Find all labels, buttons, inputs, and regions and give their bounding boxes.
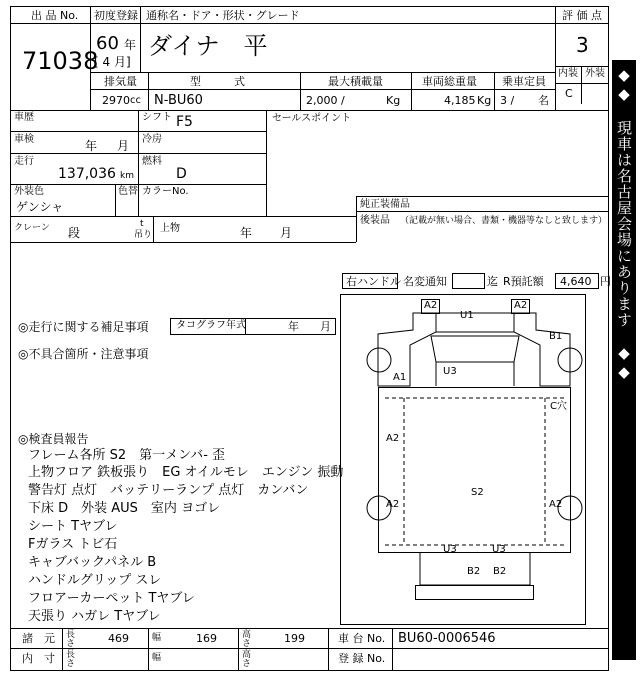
gross-weight-value: 4,185: [444, 94, 476, 107]
mark-c-hole: C穴: [550, 401, 567, 412]
color-swap-label: 色替: [118, 186, 138, 197]
shaken-label: 車検: [14, 134, 34, 145]
aftermarket-label: 後装品: [360, 215, 390, 226]
inspector-line: キャブバックパネル B: [28, 555, 157, 570]
fuel-label: 燃料: [142, 156, 162, 167]
crane-label: クレーン: [14, 223, 50, 233]
first-reg-label: 初度登録: [94, 9, 138, 22]
height-value: 199: [284, 632, 305, 645]
shaken-month-unit: 月: [117, 139, 130, 153]
color-value: ゲンシャ: [16, 200, 64, 214]
displacement-label: 排気量: [104, 75, 137, 88]
model-code-label: 型 式: [190, 75, 245, 88]
diagram-frame: [341, 295, 586, 625]
inspector-line: 警告灯 点灯 バッテリーランプ 点灯 カンバン: [28, 483, 309, 498]
width-value: 169: [196, 632, 217, 645]
interior-label: 内装: [558, 68, 578, 79]
capacity-value: 3 /: [500, 94, 515, 107]
mileage-value: 137,036: [58, 166, 116, 182]
mark-a2-mid: A2: [386, 433, 400, 444]
r-recycle-value: 4,640: [560, 275, 592, 288]
tachograph-year-unit: 年: [288, 320, 299, 333]
r-recycle-label: R預託額: [503, 275, 544, 288]
mark-a2-low-right: A2: [549, 499, 563, 510]
shaken-year-unit: 年: [85, 139, 98, 153]
specs-label: 諸 元: [22, 632, 55, 645]
score-label: 評 価 点: [562, 9, 602, 22]
displacement-unit: cc: [130, 95, 141, 106]
mileage-label: 走行: [14, 156, 34, 167]
max-load-unit: Kg: [386, 94, 401, 107]
inspector-line: Fガラス トビ石: [28, 537, 118, 552]
mark-b1: B1: [549, 331, 563, 342]
r-recycle-unit: 円: [600, 275, 611, 288]
right-hand-label: 右ハンドル: [346, 275, 401, 288]
travel-notes-heading: ◎走行に関する補足事項: [18, 320, 149, 334]
length-label: 長さ: [66, 650, 76, 669]
first-reg-month: [ 4 月]: [94, 55, 131, 69]
interior-dims-label: 内 寸: [22, 652, 55, 665]
gross-weight-label: 車両総重量: [422, 75, 477, 88]
remaining-label: 迄: [487, 275, 498, 288]
genuine-equipment-label: 純正装備品: [360, 199, 410, 210]
max-load-label: 最大積載量: [328, 75, 383, 88]
tachograph-month-unit: 月: [320, 320, 331, 333]
fuel-value: D: [176, 166, 187, 182]
windshield-top: [436, 310, 514, 332]
aftermarket-note: （記載が無い場合、書類・機器等なしと致します）: [400, 216, 608, 226]
chassis-label: 車 台 No.: [338, 632, 386, 645]
mark-u1: U1: [460, 310, 474, 321]
first-reg-year-unit: 年: [124, 38, 137, 52]
inspector-line: フロアーカーペット Tヤブレ: [28, 591, 195, 606]
length-value: 469: [108, 632, 129, 645]
capacity-label: 乗車定員: [502, 75, 546, 88]
sales-point-label: セールスポイント: [272, 113, 352, 124]
crane-stage-unit: 段: [68, 226, 81, 240]
cab-left-outline: [378, 313, 436, 386]
lot-number: 71038: [22, 47, 99, 75]
shift-label: シフト: [142, 112, 172, 123]
capacity-unit: 名: [538, 94, 549, 107]
mark-a2-top-left: A2: [424, 300, 438, 311]
inspector-heading: ◎検査員報告: [18, 432, 89, 446]
gross-weight-unit: Kg: [477, 94, 492, 107]
rear-bumper: [416, 586, 534, 600]
model-name: ダイナ 平: [148, 32, 268, 60]
model-name-label: 通称名・ドア・形状・グレード: [146, 9, 300, 22]
name-change-label: 名変通知: [403, 275, 447, 288]
tachograph-label: タコグラフ年式: [176, 320, 246, 331]
mileage-unit: km: [120, 171, 134, 181]
mark-a2-top-right: A2: [514, 300, 528, 311]
mark-a1: A1: [393, 372, 407, 383]
mark-s2: S2: [471, 487, 484, 498]
venue-banner-text: ◆◆ 現車は名古屋会場にあります ◆◆: [615, 66, 633, 382]
inspector-line: 下床 D 外装 AUS 室内 ヨゴレ: [28, 501, 221, 516]
inspector-line: ハンドルグリップ スレ: [28, 573, 162, 588]
cab-right-outline: [514, 313, 570, 386]
chassis-number: BU60-0006546: [398, 631, 496, 646]
width-label: 幅: [152, 633, 162, 643]
crane-hoist-unit: 吊り: [134, 230, 153, 240]
cooling-label: 冷房: [142, 134, 162, 145]
mark-u3-upper: U3: [443, 366, 457, 377]
upper-label: 上物: [160, 223, 180, 234]
bed-outline: [379, 388, 571, 553]
displacement-value: 2970: [102, 94, 130, 107]
registration-label: 登 録 No.: [338, 652, 386, 665]
upper-year-unit: 年: [240, 226, 253, 240]
lot-label: 出 品 No.: [31, 9, 79, 22]
wheel-front-left: [367, 348, 391, 372]
height-label: 高さ: [242, 630, 252, 649]
interior-score: C: [565, 87, 573, 100]
mark-b2-right: B2: [493, 566, 507, 577]
color-no-label: カラーNo.: [142, 186, 189, 197]
max-load-value: 2,000 /: [306, 94, 345, 107]
history-label: 車歴: [14, 112, 34, 123]
shift-value: F5: [176, 114, 193, 130]
height-label: 高さ: [242, 650, 252, 669]
inspector-line: シート Tヤブレ: [28, 519, 118, 534]
windshield: [431, 336, 519, 362]
mark-b2-left: B2: [467, 566, 481, 577]
exterior-label: 外装: [585, 68, 605, 79]
color-label: 外装色: [14, 186, 44, 197]
inspector-line: 上物フロア 鉄板張り EG オイルモレ エンジン 振動: [28, 465, 344, 480]
defects-heading: ◎不具合箇所・注意事項: [18, 347, 149, 361]
first-reg-year: 60: [96, 33, 119, 54]
mark-u3-lower-left: U3: [443, 544, 457, 555]
upper-month-unit: 月: [280, 226, 293, 240]
model-code-value: N-BU60: [154, 93, 203, 108]
mark-a2-low-left: A2: [386, 499, 400, 510]
crane-t-unit: t: [140, 219, 144, 229]
inspector-line: フレーム各所 S2 第一メンバ- 歪: [28, 448, 226, 463]
score-value: 3: [576, 33, 589, 57]
length-label: 長さ: [66, 630, 76, 649]
width-label: 幅: [152, 653, 162, 663]
mark-u3-lower-right: U3: [492, 544, 506, 555]
inspector-line: 天張り ハガレ Tヤブレ: [28, 609, 161, 624]
